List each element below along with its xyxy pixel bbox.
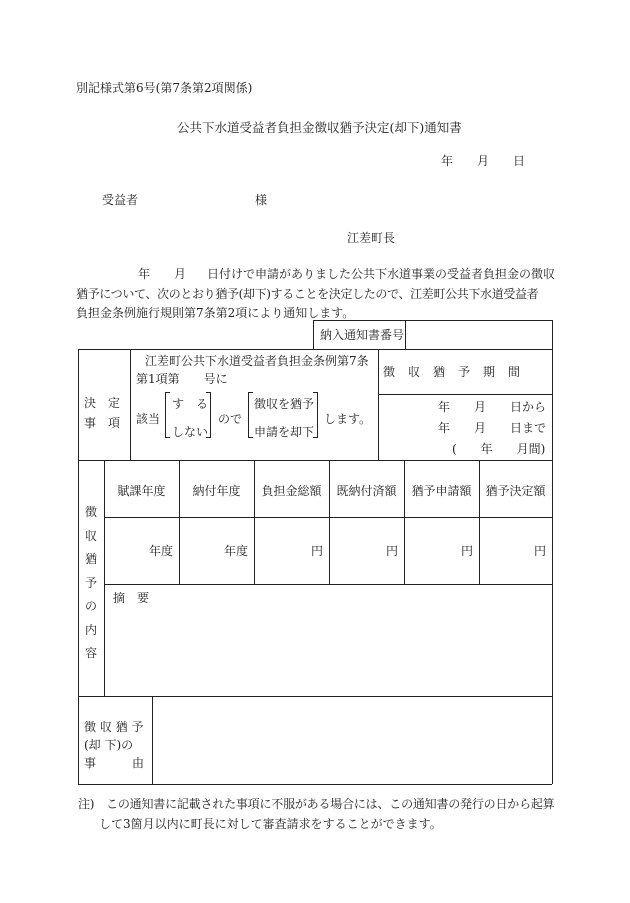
column-header-total-amount: 負担金総額 — [261, 484, 322, 498]
period-to: 年 月 日まで — [438, 421, 547, 435]
applicable-label: 該当 — [136, 412, 161, 426]
value-requested-amount: 円 — [460, 544, 473, 558]
period-from: 年 月 日から — [438, 400, 547, 414]
column-header-decided-amount: 猶予決定額 — [485, 484, 546, 498]
shinai-option: しない — [172, 425, 209, 439]
issuer: 江差町長 — [347, 231, 396, 245]
column-header-assessment-year: 賦課年度 — [117, 484, 166, 498]
note-line1: 注) この通知書に記載された事項に不服がある場合には、この通知書の発行の日から起算 — [78, 797, 555, 811]
value-decided-amount: 円 — [533, 544, 546, 558]
body-line1: 日付けで申請がありました公共下水道事業の受益者負担金の徴収 — [207, 267, 556, 281]
suru-option: す る — [172, 397, 209, 411]
decision-label: 決 定 事 項 — [84, 396, 121, 430]
body-line1-year: 年 — [138, 267, 151, 281]
body-line1-month: 月 — [174, 267, 187, 281]
date-year-label: 年 — [441, 154, 454, 168]
body-line3: 負担金条例施行規則第7条第2項により通知します。 — [76, 306, 355, 320]
form-number: 別記様式第6号(第7条第2項関係) — [76, 81, 253, 95]
decision-option-defer: 徴収を猶予 — [254, 397, 315, 411]
column-header-payment-year: 納付年度 — [192, 484, 241, 498]
recipient-label: 受益者 — [102, 193, 139, 207]
decision-option-reject: 申請を却下 — [254, 425, 315, 439]
decision-line2: 第1項第 号に — [136, 372, 228, 386]
honorific: 様 — [255, 193, 268, 207]
column-header-paid-amount: 既納付済額 — [336, 484, 397, 498]
value-payment-year: 年度 — [223, 544, 248, 558]
note-line2: して3箇月以内に町長に対して審査請求をすることができます。 — [99, 817, 442, 831]
notice-number-label: 納入通知書番号 — [320, 328, 405, 342]
date-day-label: 日 — [513, 154, 526, 168]
body-line2: 猶予について、次のとおり猶予(却下)することを決定したので、江差町公共下水道受益者 — [76, 287, 539, 301]
period-header: 徴 収 猶 予 期 間 — [383, 365, 521, 379]
summary-label: 摘 要 — [113, 591, 150, 605]
content-label: 徴 収 猶 予 の 内 容 — [84, 505, 97, 660]
value-paid-amount: 円 — [385, 544, 398, 558]
period-total: ( 年 月間) — [452, 442, 546, 456]
date-month-label: 月 — [477, 154, 490, 168]
document-title: 公共下水道受益者負担金徴収猶予決定(却下)通知書 — [177, 120, 462, 135]
value-total-amount: 円 — [310, 544, 323, 558]
shimasu-label: します。 — [324, 412, 372, 426]
value-assessment-year: 年度 — [148, 544, 173, 558]
column-header-requested-amount: 猶予申請額 — [411, 484, 472, 498]
decision-line1: 江差町公共下水道受益者負担金条例第7条 — [145, 354, 369, 368]
node-label: ので — [218, 412, 243, 426]
reason-label: 徴 収 猶 予 (却 下)の 事 由 — [84, 720, 145, 770]
